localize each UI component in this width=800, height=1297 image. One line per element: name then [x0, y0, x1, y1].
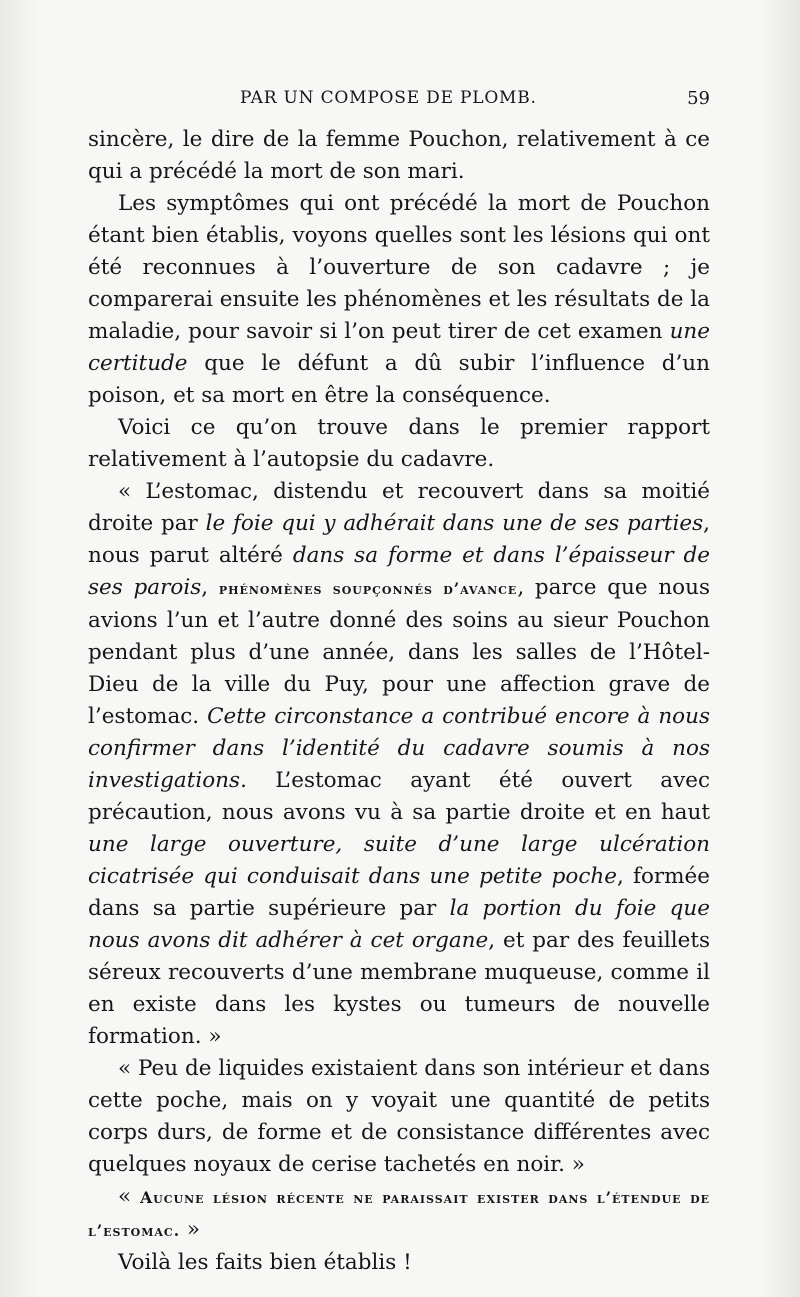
- italic-run: une large ouverture, suite d’une large ulcération cicatrisée qui conduisait dans une petite poche: [88, 832, 710, 889]
- paragraph-1: sincère, le dire de la femme Pouchon, relativement à ce qui a précédé la mort de son mari.: [88, 127, 710, 184]
- page-header: [80, 88, 720, 118]
- text-run: , parce que nous avions l’un et l’autre donné des soins au sieur Pouchon pendant plus d’une année, dans les salles de l’Hôtel-Dieu de la ville du Puy, pour une affection grave de l’estomac.: [88, 575, 710, 729]
- paragraph-7: Voilà les faits bien établis !: [118, 1250, 412, 1275]
- italic-run: le foie qui y adhérait dans une de ses parties: [205, 511, 704, 536]
- italic-run: Cette circonstance a contribué encore à nous confirmer dans l’identité du cadavre soumis à nos investigations: [88, 704, 711, 793]
- small-caps-run: phénomènes soupçonnés d’avance: [218, 579, 518, 598]
- paragraph-3: Voici ce qu’on trouve dans le premier rapport relativement à l’autopsie du cadavre.: [88, 415, 710, 472]
- italic-run: une certitude: [88, 319, 710, 376]
- text-run: , nous parut altéré: [88, 511, 710, 568]
- running-head: PAR UN COMPOSE DE PLOMB.: [240, 88, 537, 108]
- small-caps-run: Aucune lésion récente ne paraissait exister dans l’étendue de l’estomac.: [88, 1188, 710, 1240]
- text-run: ,: [201, 575, 219, 600]
- paragraph-6-quote: [88, 1181, 710, 1247]
- text-run: »: [180, 1217, 201, 1242]
- text-run: , et par des feuillets séreux recouverts d’une membrane muqueuse, comme il en existe dans les kystes ou tumeurs de nouvelle formation. »: [88, 928, 711, 1049]
- text-run: Les symptômes qui ont précédé la mort de Pouchon étant bien établis, voyons quelles sont les lésions qui ont été reconnues à l’ouverture de son cadavre ; je comparerai ensuite les phénomènes et les résultats de la maladie, pour savoir si l’on peut tirer de cet examen: [88, 191, 710, 344]
- text-run: « L’estomac, distendu et recouvert dans sa moitié droite par: [88, 479, 710, 536]
- body-text: [88, 124, 710, 1279]
- text-run: que le défunt a dû subir l’influence d’un poison, et sa mort en être la conséquence.: [88, 351, 710, 408]
- paragraph-5-quote: « Peu de liquides existaient dans son intérieur et dans cette poche, mais on y voyait une quantité de petits corps durs, de forme et de consistance différentes avec quelques noyaux de cerise tachetés en noir. »: [88, 1056, 710, 1177]
- text-run: «: [118, 1184, 141, 1209]
- italic-run: dans sa forme et dans l’épaisseur de ses parois: [88, 543, 710, 600]
- paragraph-2: [88, 188, 710, 412]
- page-number: 59: [687, 88, 710, 109]
- text-run: , formée dans sa partie supérieure par: [88, 864, 710, 921]
- paragraph-4-quote: [88, 476, 710, 1053]
- text-run: . L’estomac ayant été ouvert avec précaution, nous avons vu à sa partie droite et en haut: [88, 768, 710, 825]
- italic-run: la portion du foie que nous avons dit adhérer à cet organe: [88, 896, 710, 953]
